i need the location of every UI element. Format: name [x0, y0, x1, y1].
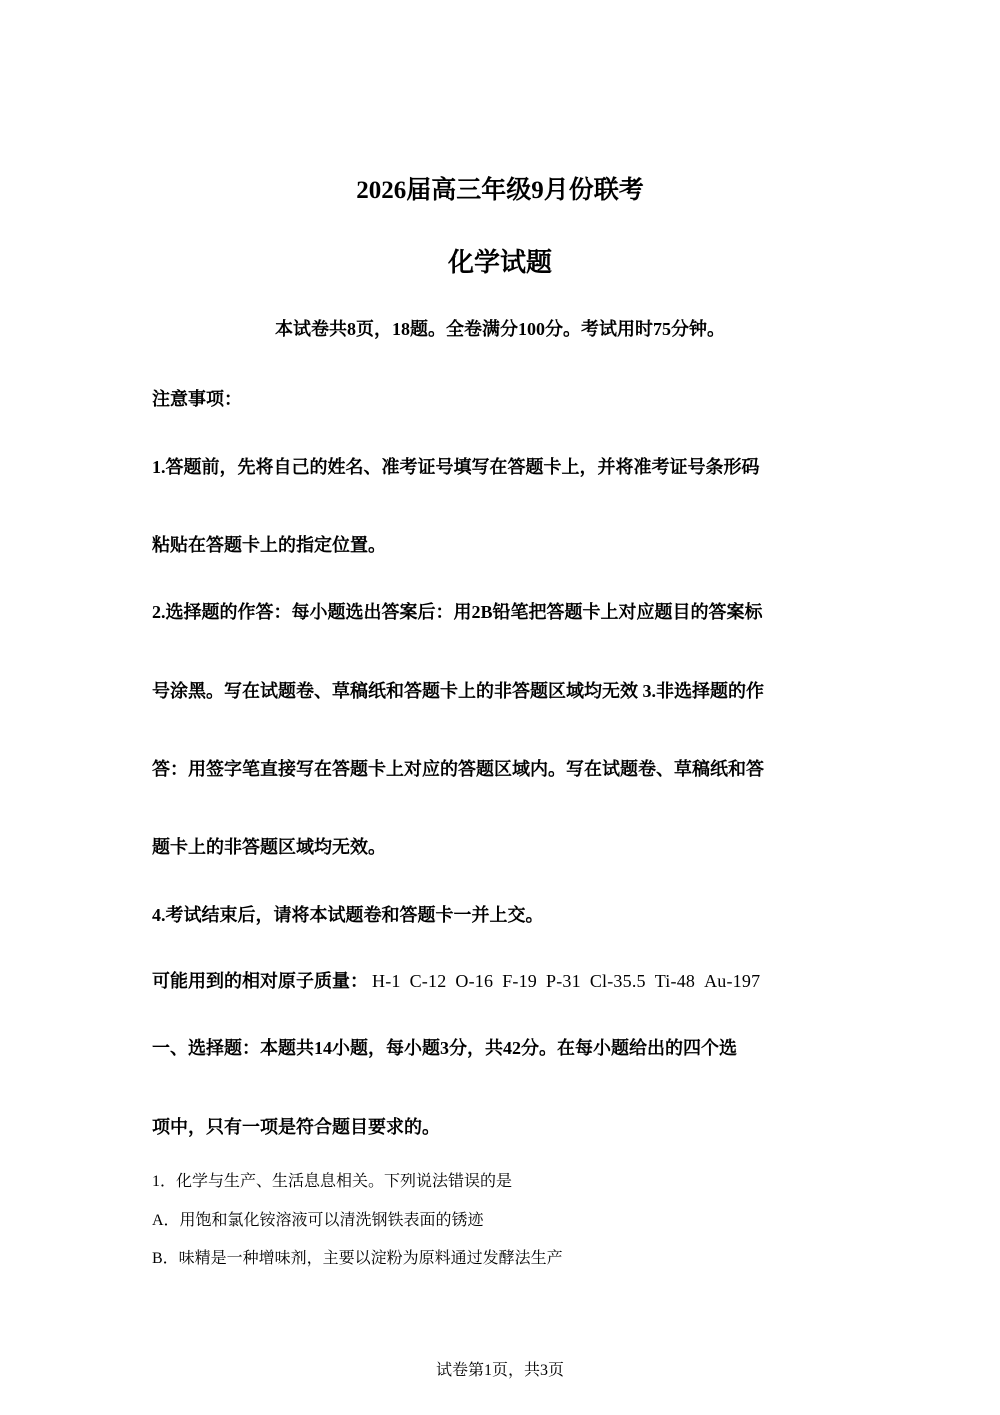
note-line: 1.答题前，先将自己的姓名、准考证号填写在答题卡上，并将准考证号条形码	[152, 457, 760, 477]
question-option: B．味精是一种增味剂，主要以淀粉为原料通过发酵法生产	[152, 1250, 563, 1267]
atomic-mass: Cl-35.5	[589, 971, 646, 991]
atomic-masses-values	[372, 971, 769, 991]
note-line: 4.考试结束后，请将本试题卷和答题卡一并上交。	[152, 905, 544, 925]
atomic-mass: O-16	[455, 971, 494, 991]
question-stem: 1．化学与生产、生活息息相关。下列说法错误的是	[152, 1173, 513, 1190]
section-heading: 一、选择题：本题共14小题，每小题3分，共42分。在每小题给出的四个选	[152, 1038, 737, 1058]
atomic-masses	[152, 967, 769, 993]
atomic-mass: F-19	[502, 971, 538, 991]
exam-summary: 本试卷共8页，18题。全卷满分100分。考试用时75分钟。	[275, 319, 725, 339]
page-footer: 试卷第1页，共3页	[435, 1362, 564, 1379]
atomic-masses-label: 可能用到的相对原子质量：	[152, 971, 368, 991]
note-line: 粘贴在答题卡上的指定位置。	[152, 535, 386, 555]
note-line: 2.选择题的作答：每小题选出答案后：用2B铅笔把答题卡上对应题目的答案标	[152, 602, 763, 622]
atomic-mass: Ti-48	[654, 971, 696, 991]
subject-title: 化学试题	[447, 248, 552, 277]
section-heading: 项中，只有一项是符合题目要求的。	[152, 1117, 440, 1137]
exam-title: 2026届高三年级9月份联考	[356, 177, 644, 204]
atomic-mass: C-12	[409, 971, 447, 991]
atomic-mass: H-1	[372, 971, 401, 991]
note-line: 题卡上的非答题区域均无效。	[152, 837, 386, 857]
question-option: A．用饱和氯化铵溶液可以清洗钢铁表面的锈迹	[152, 1212, 484, 1229]
note-line: 号涂黑。写在试题卷、草稿纸和答题卡上的非答题区域均无效 3.非选择题的作	[152, 681, 764, 701]
note-line: 答：用签字笔直接写在答题卡上对应的答题区域内。写在试题卷、草稿纸和答	[152, 759, 764, 779]
atomic-mass: Au-197	[704, 971, 761, 991]
atomic-mass: P-31	[546, 971, 581, 991]
notes-heading: 注意事项：	[152, 389, 242, 409]
